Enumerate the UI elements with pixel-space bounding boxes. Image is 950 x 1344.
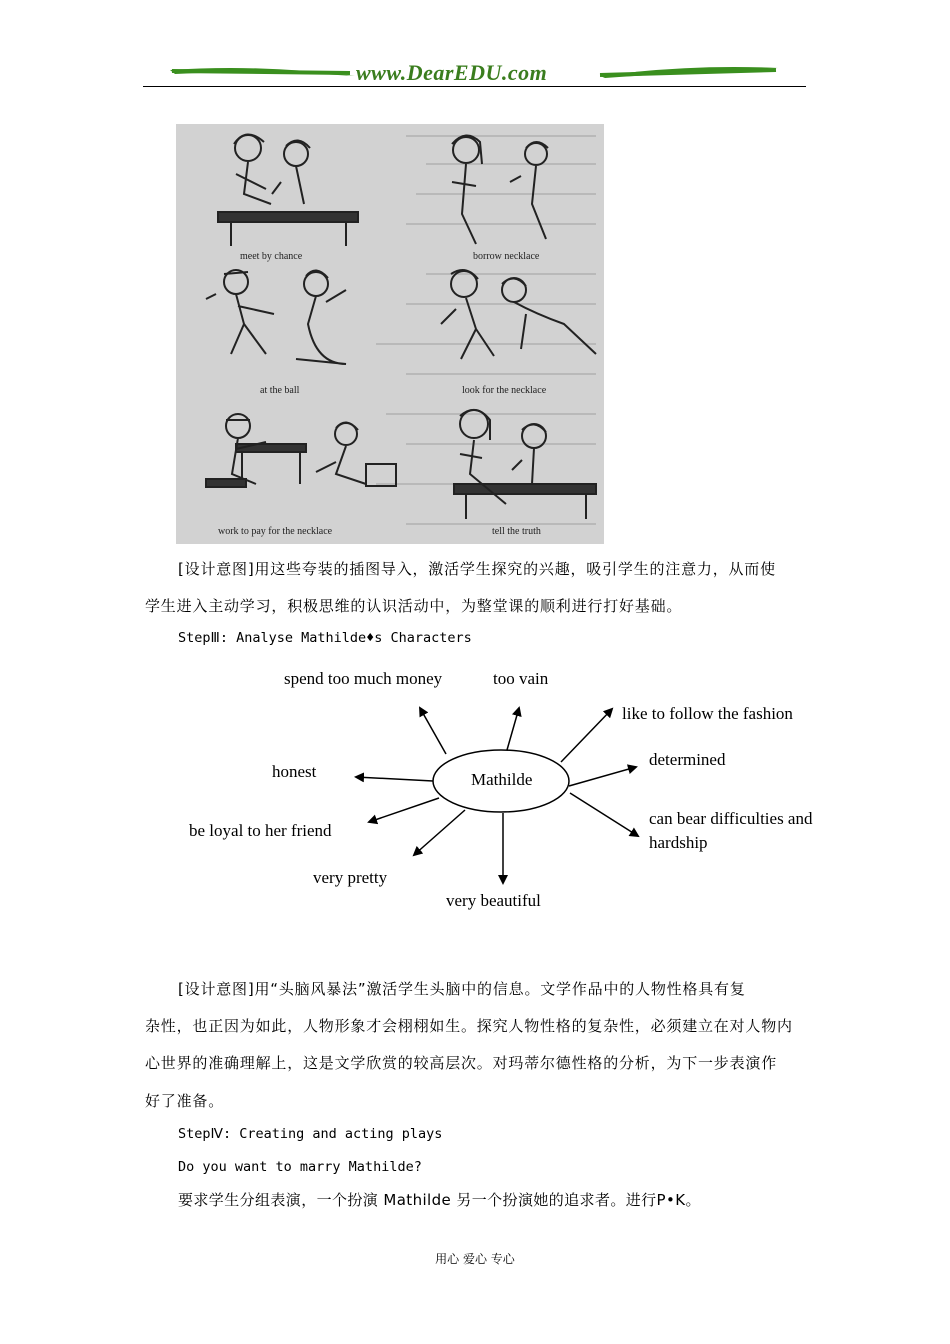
design-intent-1-line2: 学生进入主动学习，积极思维的认识活动中，为整堂课的顺利进行打好基础。 (145, 597, 683, 615)
caption-work: work to pay for the necklace (218, 526, 333, 537)
illustration-drawing (176, 124, 604, 544)
design-intent-2-line4: 好了准备。 (145, 1092, 225, 1110)
mind-map-center: Mathilde (471, 770, 533, 789)
trait-fashion: like to follow the fashion (622, 704, 793, 723)
page-header (0, 0, 950, 100)
design-intent-2-line3: 心世界的准确理解上，这是文学欣赏的较高层次。对玛蒂尔德性格的分析，为下一步表演作 (145, 1054, 778, 1072)
header-rule (143, 86, 806, 87)
caption-ball: at the ball (260, 385, 300, 396)
story-illustration (176, 124, 604, 544)
caption-meet: meet by chance (240, 251, 303, 262)
site-logo[interactable]: www.DearEDU.com (356, 60, 548, 85)
step4-heading: StepⅣ: Creating and acting plays (178, 1126, 443, 1142)
trait-determined: determined (649, 750, 726, 769)
trait-bear-line1: can bear difficulties and (649, 809, 813, 828)
design-intent-2-line1: [设计意图]用“头脑风暴法”激活学生头脑中的信息。文学作品中的人物性格具有复 (178, 980, 746, 998)
caption-truth: tell the truth (492, 526, 541, 537)
character-mind-map (0, 650, 950, 930)
design-intent-2-line2: 杂性，也正因为如此，人物形象才会栩栩如生。探究人物性格的复杂性，必须建立在对人物内 (145, 1017, 793, 1035)
discussion-question: Do you want to marry Mathilde? (178, 1159, 422, 1175)
trait-loyal: be loyal to her friend (189, 821, 332, 840)
caption-borrow: borrow necklace (473, 251, 540, 262)
trait-vain: too vain (493, 669, 549, 688)
caption-look: look for the necklace (462, 385, 547, 396)
trait-bear-line2: hardship (649, 833, 708, 852)
step3-heading: StepⅢ: Analyse Mathilde♦s Characters (178, 630, 472, 646)
trait-honest: honest (272, 762, 317, 781)
design-intent-1-line1: [设计意图]用这些夸装的插图导入，激活学生探究的兴趣，吸引学生的注意力，从而使 (178, 560, 776, 578)
mind-map-diagram (0, 650, 950, 930)
page-footer: 用心 爱心 专心 (435, 1252, 515, 1266)
trait-beautiful: very beautiful (446, 891, 541, 910)
activity-instruction: 要求学生分组表演，一个扮演 Mathilde 另一个扮演她的追求者。进行P•K。 (178, 1191, 701, 1209)
trait-spend: spend too much money (284, 669, 443, 688)
trait-pretty: very pretty (313, 868, 388, 887)
